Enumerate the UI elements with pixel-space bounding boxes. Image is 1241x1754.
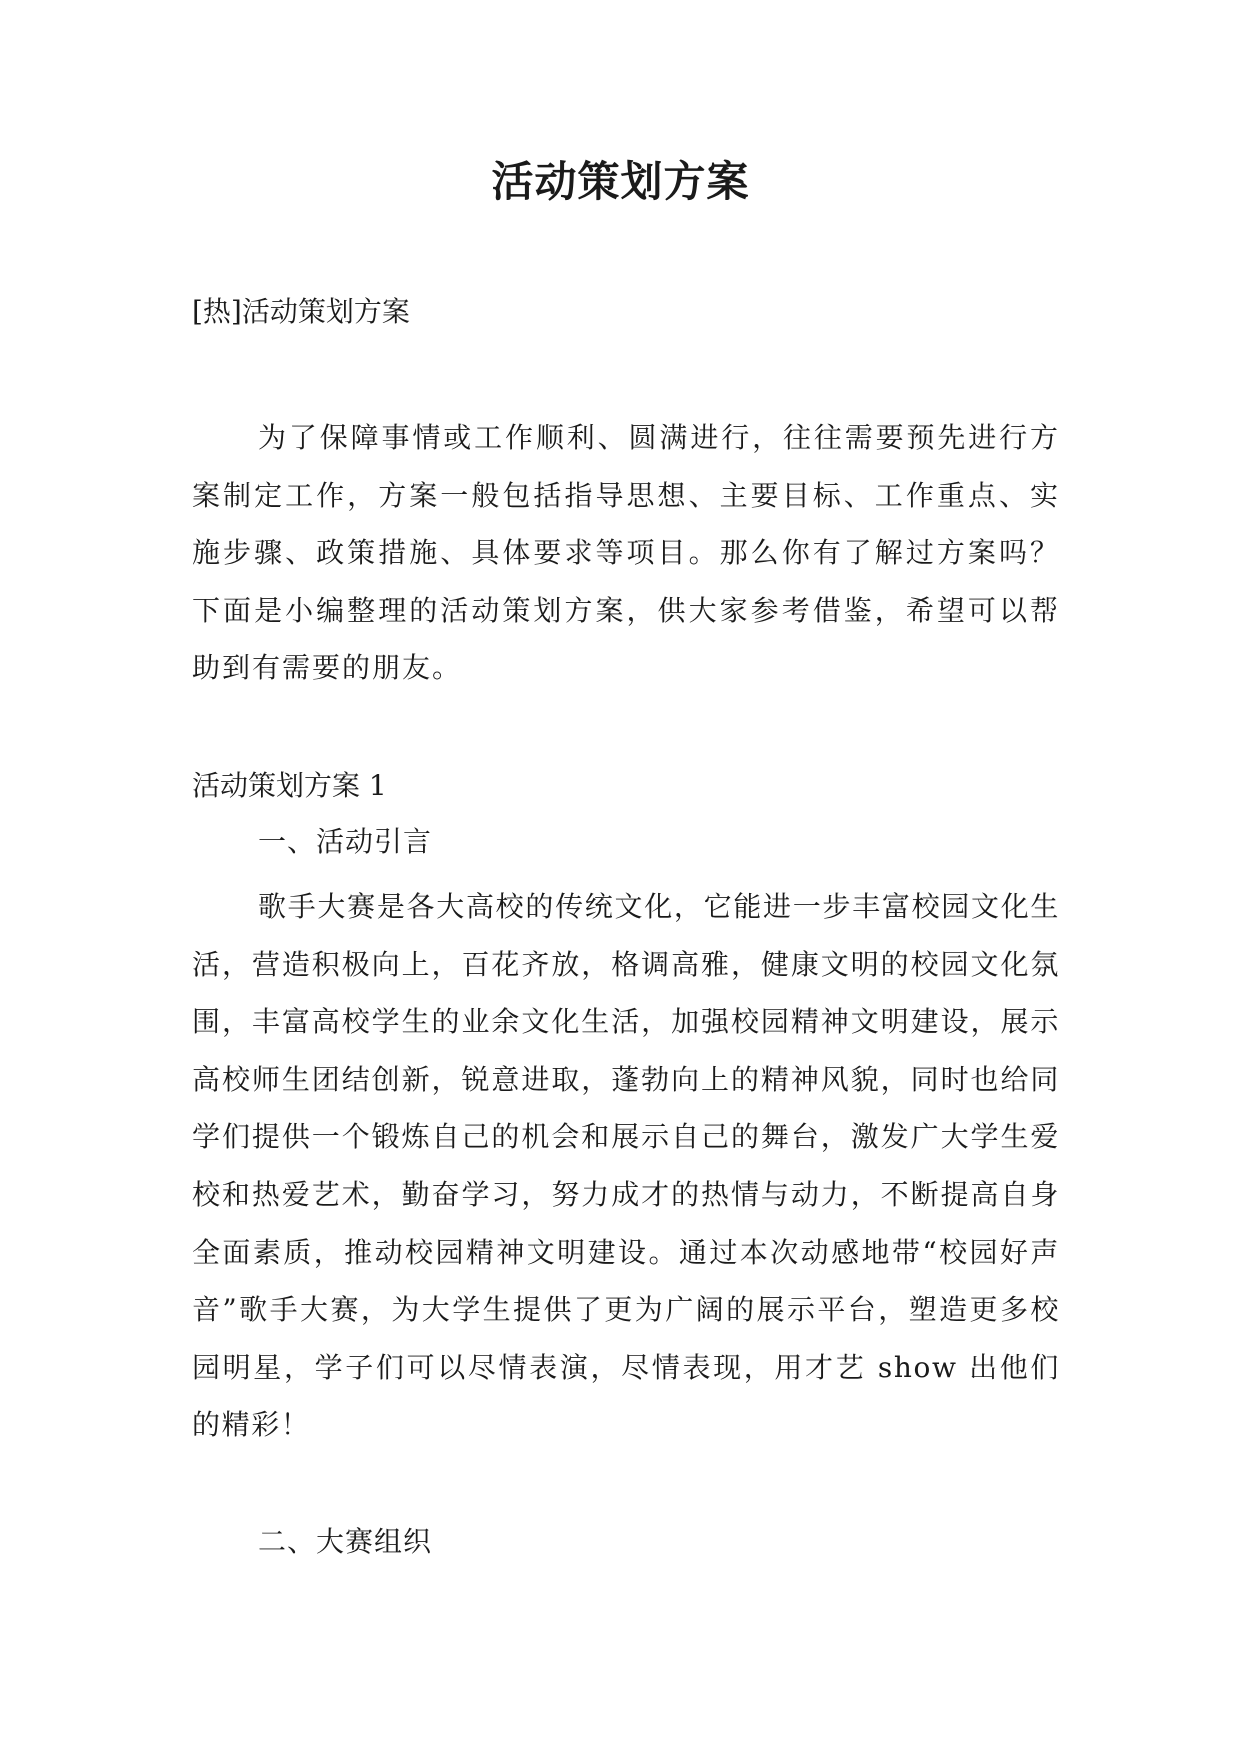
heading-activity-introduction: 一、活动引言 xyxy=(258,825,433,858)
heading-competition-organization: 二、大赛组织 xyxy=(258,1525,433,1558)
activity-introduction-paragraph: 歌手大赛是各大高校的传统文化，它能进一步丰富校园文化生活，营造积极向上，百花齐放，格调高雅，健康文明的校园文化氛围，丰富高校学生的业余文化生活，加强校园精神文明建设，展示高校师生团结创新，锐意进取，蓬勃向上的精神风貌，同时也给同学们提供一个锻炼自己的机会和展示自己的舞台，激发广大学生爱校和热爱艺术，勤奋学习，努力成才的热情与动力，不断提高自身全面素质，推动校园精神文明建设。通过本次动感地带“校园好声音”歌手大赛，为大学生提供了更为广阔的展示平台，塑造更多校园明星，学子们可以尽情表演，尽情表现，用才艺 show 出他们的精彩！ xyxy=(192,890,1060,1442)
intro-paragraph: 为了保障事情或工作顺利、圆满进行，往往需要预先进行方案制定工作，方案一般包括指导思想、主要目标、工作重点、实施步骤、政策措施、具体要求等项目。那么你有了解过方案吗？下面是小编整理的活动策划方案，供大家参考借鉴，希望可以帮助到有需要的朋友。 xyxy=(192,421,1060,685)
section-title: 活动策划方案 1 xyxy=(192,769,387,802)
document-subtitle: [热]活动策划方案 xyxy=(192,295,410,328)
document-title: 活动策划方案 xyxy=(491,157,750,206)
